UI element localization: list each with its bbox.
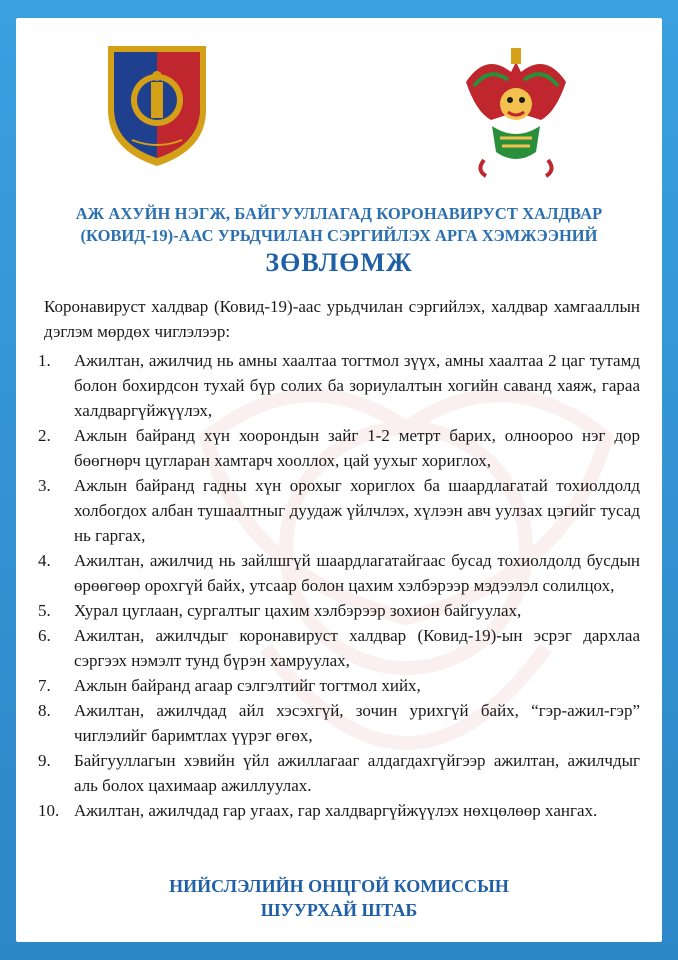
item-number: 7. [38, 676, 51, 695]
list-item [38, 473, 640, 548]
heading-line-2: (КОВИД-19)-ААС УРЬДЧИЛАН СЭРГИЙЛЭХ АРГА ХЭМЖЭЭНИЙ [80, 226, 598, 245]
item-text: Байгууллагын хэвийн үйл ажиллагааг алдагдахгүйгээр ажилтан, ажилчдыг аль болох цахимаар ажиллуулах. [74, 751, 640, 795]
item-text: Ажилтан, ажилчид нь амны хаалтаа тогтмол зүүх, амны хаалтаа 2 цаг тутамд болон бохирдсон тухай бүр солих ба зориулалтын хогийн саванд хаяж, гараа халдваргүйжүүлэх, [74, 351, 640, 420]
item-text: Ажилтан, ажилчдад айл хэсэхгүй, зочин урихгүй байх, “гэр-ажил-гэр” чиглэлийг баримтлах үүрэг өгөх, [74, 701, 640, 745]
item-number: 5. [38, 601, 51, 620]
item-number: 10. [38, 801, 60, 820]
ulaanbaatar-garuda-emblem-icon [456, 42, 576, 182]
state-emergency-commission-shield-icon [102, 40, 212, 170]
list-item [38, 598, 640, 623]
item-number: 3. [38, 476, 51, 495]
document-title: ЗӨВЛӨМЖ [265, 248, 413, 277]
item-text: Ажилтан, ажилчдыг коронавируст халдвар (Ковид-19)-ын эсрэг дархлаа сэргээх нэмэлт тунд бүрэн хамруулах, [74, 626, 640, 670]
list-item [38, 623, 640, 673]
item-number: 4. [38, 551, 51, 570]
item-text: Ажлын байранд гадны хүн орохыг хориглох ба шаардлагатай тохиолдолд холбогдох албан тушаалтныг дуудаж үйлчлэх, хүлээн авч уулзах цэгийг тусад нь гаргах, [74, 476, 640, 545]
item-text: Ажилтан, ажилчид нь зайлшгүй шаардлагатайгаас бусад тохиолдолд бусдын өрөөгөөр орохгүй байх, утсаар болон цахим хэлбэрээр мэдээлэл солилцох, [74, 551, 640, 595]
item-number: 1. [38, 351, 51, 370]
item-text: Ажилтан, ажилчдад гар угаах, гар халдваргүйжүүлэх нөхцөлөөр хангах. [74, 801, 598, 820]
list-item [38, 748, 640, 798]
item-text: Хурал цуглаан, сургалтыг цахим хэлбэрээр зохион байгуулах, [74, 601, 522, 620]
item-number: 9. [38, 751, 51, 770]
footer-line-2: ШУУРХАЙ ШТАБ [260, 900, 418, 920]
document-sheet [16, 18, 662, 942]
list-item [38, 548, 640, 598]
list-item [38, 798, 640, 823]
list-item [38, 348, 640, 423]
footer-line-1: НИЙСЛЭЛИЙН ОНЦГОЙ КОМИССЫН [169, 876, 509, 896]
recommendation-list [38, 348, 640, 823]
item-text: Ажлын байранд агаар сэлгэлтийг тогтмол хийх, [74, 676, 421, 695]
list-item [38, 423, 640, 473]
item-number: 2. [38, 426, 51, 445]
item-number: 8. [38, 701, 51, 720]
list-item [38, 698, 640, 748]
item-text: Ажлын байранд хүн хоорондын зайг 1-2 метрт барих, олноороо нэг дор бөөгнөрч цугларан хамтарч хооллох, цай уухыг хориглох, [74, 426, 640, 470]
intro-paragraph: Коронавируст халдвар (Ковид-19)-аас урьдчилан сэргийлэх, халдвар хамгааллын дэглэм мөрдөх чиглэлээр: [44, 297, 640, 341]
item-number: 6. [38, 626, 51, 645]
heading-line-1: АЖ АХУЙН НЭГЖ, БАЙГУУЛЛАГАД КОРОНАВИРУСТ ХАЛДВАР [75, 204, 603, 223]
list-item [38, 673, 640, 698]
